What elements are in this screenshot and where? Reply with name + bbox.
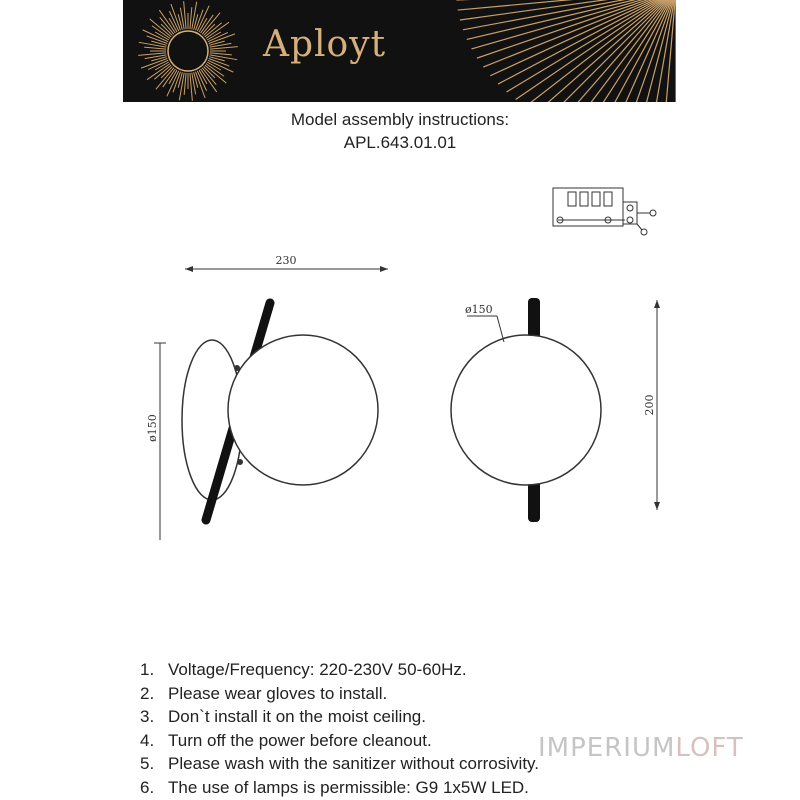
rod-bottom — [528, 480, 540, 522]
instruction-number: 4. — [140, 730, 155, 750]
instruction-text: Don`t install it on the moist ceiling. — [168, 707, 426, 726]
height-dimension-label: 200 — [643, 394, 656, 416]
instruction-text: The use of lamps is permissible: G9 1x5W LED. — [168, 777, 529, 797]
side-view — [146, 254, 388, 540]
instruction-text: Turn off the power before cleanout. — [168, 730, 432, 750]
watermark-part2: LOFT — [675, 733, 744, 763]
instruction-number: 5. — [140, 754, 155, 773]
model-number: APL.643.01.01 — [343, 133, 457, 152]
instruction-item — [140, 705, 539, 729]
instruction-item — [140, 729, 539, 753]
instruction-text: Please wash with the sanitizer without corrosivity. — [168, 754, 540, 773]
instruction-number: 2. — [140, 683, 155, 703]
instruction-text: Voltage/Frequency: 220-230V 50-60Hz. — [168, 660, 467, 679]
watermark — [538, 733, 744, 763]
brand-name: Aployt — [263, 24, 387, 65]
width-dimension-label: 230 — [275, 254, 297, 267]
instruction-text: Please wear gloves to install. — [168, 683, 388, 703]
instruction-item — [140, 752, 539, 776]
instruction-item — [140, 776, 539, 800]
sunburst-logo-icon — [123, 0, 676, 102]
front-view — [451, 298, 660, 522]
document-title: Model assembly instructions: — [290, 110, 510, 129]
technical-drawing — [0, 180, 800, 540]
wiring-diagram-icon — [553, 188, 656, 235]
rod-top — [528, 298, 540, 340]
instruction-item — [140, 682, 539, 706]
glass-shade-side — [228, 335, 378, 485]
front-diameter-label: ø150 — [465, 303, 493, 316]
instructions-list — [140, 658, 539, 799]
watermark-part1: IMPERIUM — [538, 733, 676, 763]
glass-shade-front — [451, 335, 601, 485]
instruction-number: 6. — [140, 777, 155, 797]
instruction-number: 3. — [140, 707, 155, 726]
instruction-item — [140, 658, 539, 682]
instruction-number: 1. — [140, 660, 155, 679]
brand-banner — [123, 0, 676, 102]
side-diameter-label: ø150 — [146, 414, 159, 442]
